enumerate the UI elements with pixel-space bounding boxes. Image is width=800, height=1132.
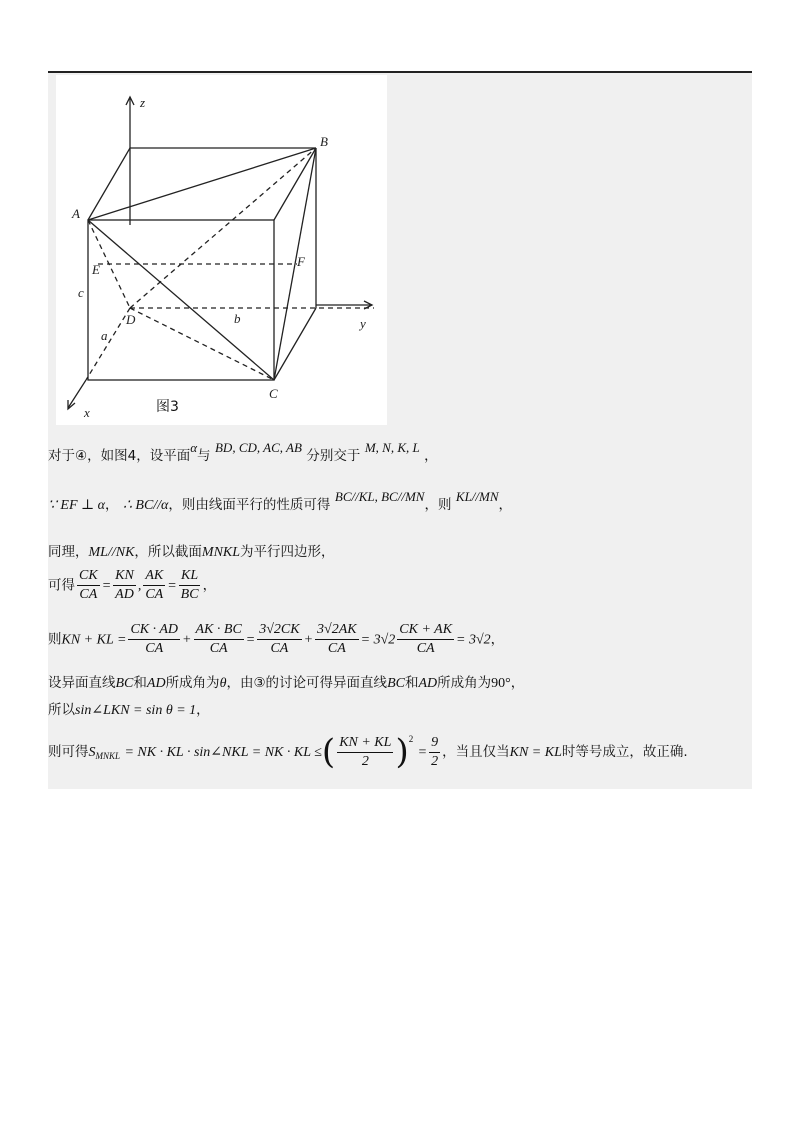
frac-kn-kl-2: $\frac{KN + KL}{2}$ — [339, 734, 392, 769]
line-5: 则KN + KL = $\frac{CK \cdot AD}{CA}$ + $\frac{AK \cdot BC}{CA}$ = $\frac{3√2CK}{CA}$ + $\frac{3√2AK}{CA}$ = 3√2 $\frac{CK + AK}{CA}$ = 3√2， — [48, 622, 505, 656]
frac-ck-ca: $\frac{CK}{CA}$ — [79, 568, 98, 602]
text-l3-c: ，所以截面 — [134, 544, 202, 560]
segment-AC — [88, 220, 274, 380]
math-lines: BD, CD, AC, AB — [214, 440, 302, 455]
frac-l5-2: $\frac{AK \cdot BC}{CA}$ — [195, 622, 242, 656]
math-mnkl: MNKL — [201, 545, 241, 560]
text-l1-a: 对于④，如图4，设平面 — [48, 448, 191, 464]
frac-l5-5: $\frac{CK + AK}{CA}$ — [399, 622, 453, 656]
text-l1-b: 与 — [197, 448, 211, 464]
line-1 — [48, 440, 438, 464]
text-l2-d: ，则由线面平行的性质可得 — [168, 497, 331, 513]
frac-kl-bc: $\frac{KL}{BC}$ — [180, 568, 199, 602]
label-F: F — [297, 254, 305, 269]
math-parallels: BC//KL, BC//MN — [334, 489, 425, 504]
label-z: z — [140, 95, 146, 110]
line-8: 则可得$S_{MNKL}$ = NK · KL · sin∠NKL = NK · KL ≤( $\frac{KN + KL}{2}$ )$^2$ = $\frac{9}{2}$ ，当且仅当KN = KL时等号成立，故正确. — [48, 732, 688, 772]
math-area: = NK · KL · sin∠NKL = NK · KL ≤ — [124, 745, 322, 760]
math-kl-mn: KL//MN — [455, 489, 499, 504]
math-l5-result: = 3√2 — [456, 632, 491, 648]
line-4: 可得 $\frac{CK}{CA}$ = $\frac{KN}{AD}$ , $\frac{AK}{CA}$ = $\frac{KL}{BC}$ ， — [48, 568, 217, 602]
label-E: E — [92, 262, 100, 277]
label-a: a — [101, 328, 108, 343]
text-l1-c: 分别交于 — [306, 448, 361, 464]
math-s: S — [88, 745, 96, 760]
line-7: 所以sin∠LKN = sin θ = 1， — [48, 702, 210, 718]
text-l2-b: ， — [105, 497, 119, 513]
text-l4-a: 可得 — [48, 577, 75, 594]
math-l5-mid: = 3√2 — [360, 632, 396, 648]
x-axis — [68, 380, 86, 408]
text-l3-a: 同理， — [48, 544, 89, 560]
text-l5-end: ， — [490, 631, 505, 648]
frac-9-2: $\frac{9}{2}$ — [431, 734, 439, 769]
text-l3-e: 为平行四边形， — [240, 544, 335, 560]
figure-3 — [56, 75, 387, 425]
math-sin: sin∠LKN = sin θ = 1 — [75, 703, 197, 718]
label-x: x — [84, 405, 90, 420]
x-axis-dashed — [86, 308, 130, 380]
frac-kn-ad: $\frac{KN}{AD}$ — [115, 568, 134, 602]
math-bc-parallel: ∴ BC//α — [122, 498, 169, 513]
figure-caption: 图3 — [156, 399, 179, 415]
label-B: B — [320, 134, 328, 149]
label-D: D — [126, 312, 136, 327]
frac-l5-1: $\frac{CK \cdot AD}{CA}$ — [130, 622, 179, 656]
text-l4-end: ， — [202, 577, 217, 594]
math-ef-perp: ∵ EF ⊥ α — [48, 498, 106, 513]
frac-l5-3: $\frac{3√2CK}{CA}$ — [259, 622, 300, 656]
math-kn-eq-kl: KN = KL — [509, 745, 562, 760]
math-ml-nk: ML//NK — [88, 545, 135, 560]
math-kn-kl: KN + KL = — [61, 632, 127, 648]
label-A: A — [72, 206, 80, 221]
line-6: 设异面直线BC和AD所成角为θ，由③的讨论可得异面直线BC和AD所成角为90°， — [48, 675, 525, 691]
x-arrow — [68, 400, 75, 409]
label-c: c — [78, 285, 84, 300]
math-alpha: α — [190, 440, 198, 455]
segment-BD — [130, 148, 316, 308]
label-y: y — [360, 316, 366, 331]
text-l1-d: ， — [424, 448, 438, 464]
label-b: b — [234, 311, 241, 326]
line-3 — [48, 540, 335, 561]
text-l5-a: 则 — [48, 631, 62, 648]
text-l2-f: ，则 — [424, 497, 452, 513]
line-2 — [48, 489, 513, 514]
math-points: M, N, K, L — [364, 440, 420, 455]
text-l2-h: ， — [498, 497, 513, 513]
cuboid-diagram — [56, 75, 387, 425]
segment-AB — [88, 148, 316, 220]
frac-l5-4: $\frac{3√2AK}{CA}$ — [317, 622, 357, 656]
frac-ak-ca: $\frac{AK}{CA}$ — [145, 568, 164, 602]
label-C: C — [269, 386, 278, 401]
